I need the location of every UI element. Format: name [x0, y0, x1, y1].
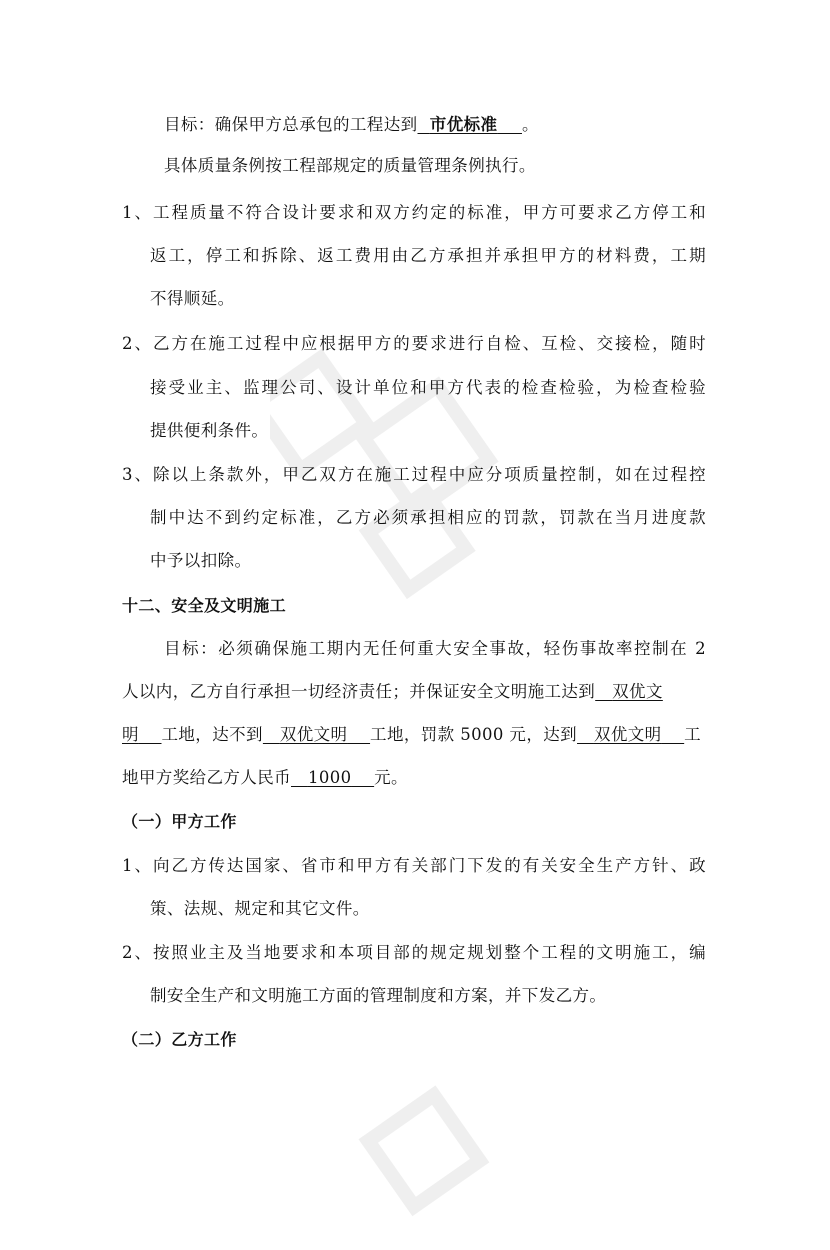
safety-line3-t2: 工地，罚款 5000 元，达到	[370, 725, 578, 744]
section12-heading: 十二、安全及文明施工	[122, 596, 287, 615]
item1-line1: 1、工程质量不符合设计要求和双方约定的标准，甲方可要求乙方停工和	[122, 203, 706, 222]
item3-line3: 中予以扣除。	[150, 551, 252, 570]
safety-line1: 目标：必须确保施工期内无任何重大安全事故，轻伤事故率控制在 2	[164, 639, 706, 658]
goal-prefix: 目标：确保甲方总承包的工程达到	[164, 115, 418, 134]
safety-line4-t2: 元。	[374, 768, 408, 787]
goal-suffix: 。	[521, 115, 539, 134]
safety-line3-u3: 双优文明	[593, 725, 662, 744]
safety-line3-t3: 工	[684, 725, 702, 744]
item3-line2: 制中达不到约定标准，乙方必须承担相应的罚款，罚款在当月进度款	[150, 508, 706, 527]
goal-value: 市优标准	[429, 115, 498, 134]
goal-line	[164, 117, 539, 134]
item1-line2: 返工，停工和拆除、返工费用由乙方承担并承担甲方的材料费，工期	[150, 246, 706, 265]
a1-line1: 1、向乙方传达国家、省市和甲方有关部门下发的有关安全生产方针、政	[122, 856, 706, 875]
quality-rule: 具体质量条例按工程部规定的质量管理条例执行。	[164, 156, 536, 175]
item2-line1: 2、乙方在施工过程中应根据甲方的要求进行自检、互检、交接检，随时	[122, 334, 706, 353]
item2-line2: 接受业主、监理公司、设计单位和甲方代表的检查检验，为检查检验	[150, 378, 706, 397]
item1-line3: 不得顺延。	[150, 289, 235, 308]
safety-line3-t1: 工地，达不到	[161, 725, 263, 744]
safety-line3-u1: 明	[122, 725, 139, 744]
safety-line2-text: 人以内，乙方自行承担一切经济责任；并保证安全文明施工达到	[122, 682, 596, 701]
item2-line3: 提供便利条件。	[150, 421, 269, 440]
safety-line2	[122, 684, 663, 701]
safety-line3	[122, 727, 701, 744]
item3-line1: 3、除以上条款外，甲乙双方在施工过程中应分项质量控制，如在过程控	[122, 465, 706, 484]
safety-line3-u2: 双优文明	[279, 725, 348, 744]
safety-line2-underline: 双优文	[612, 682, 663, 701]
watermark-logo-lower	[330, 1050, 590, 1250]
safety-line4	[122, 770, 408, 787]
sub1-heading: （一）甲方工作	[122, 812, 237, 831]
a2-line2: 制安全生产和文明施工方面的管理制度和方案，并下发乙方。	[150, 986, 607, 1005]
safety-line4-amount: 1000	[307, 768, 352, 787]
sub2-heading: （二）乙方工作	[122, 1030, 237, 1049]
a1-line2: 策、法规、规定和其它文件。	[150, 899, 370, 918]
safety-line4-t1: 地甲方奖给乙方人民币	[122, 768, 291, 787]
a2-line1: 2、按照业主及当地要求和本项目部的规定规划整个工程的文明施工，编	[122, 943, 706, 962]
